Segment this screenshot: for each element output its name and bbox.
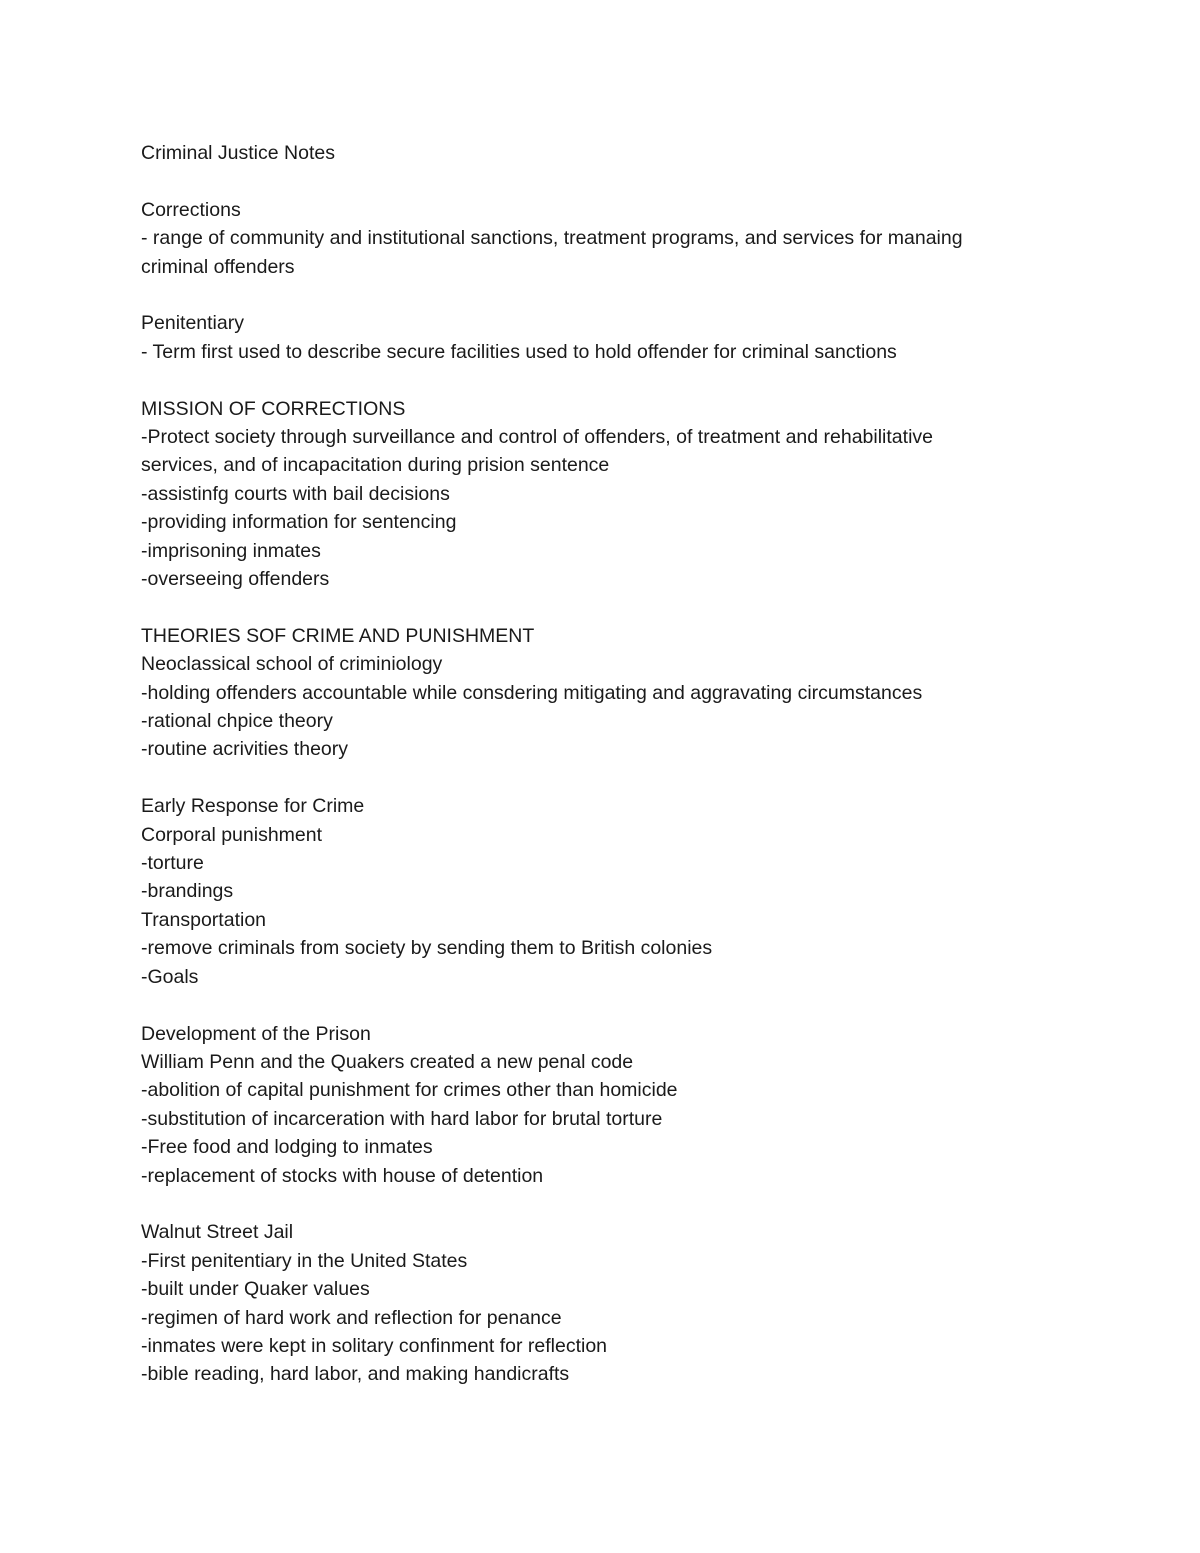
section-mission-of-corrections bbox=[141, 395, 1081, 594]
note-line: - Term first used to describe secure facilities used to hold offender for criminal sanctions bbox=[141, 340, 897, 363]
section-theories bbox=[141, 622, 1081, 764]
note-line: -bible reading, hard labor, and making handicrafts bbox=[141, 1363, 570, 1386]
section-heading: Early Response for Crime bbox=[141, 795, 365, 818]
note-line: -brandings bbox=[141, 880, 234, 903]
spacer bbox=[141, 764, 1081, 792]
section-penitentiary bbox=[141, 309, 1081, 366]
section-walnut-street-jail bbox=[141, 1218, 1081, 1388]
note-line: Corporal punishment bbox=[141, 823, 323, 846]
note-line: -First penitentiary in the United States bbox=[141, 1249, 468, 1272]
section-corrections bbox=[141, 196, 1081, 281]
note-line: -assistinfg courts with bail decisions bbox=[141, 482, 450, 505]
note-line: -replacement of stocks with house of detention bbox=[141, 1164, 544, 1187]
spacer bbox=[141, 1190, 1081, 1218]
note-line: -Free food and lodging to inmates bbox=[141, 1136, 433, 1159]
section-heading: Corrections bbox=[141, 198, 241, 221]
note-line: - range of community and institutional sanctions, treatment programs, and services for manaing bbox=[141, 227, 963, 250]
note-line: -overseeing offenders bbox=[141, 568, 330, 591]
note-line: -built under Quaker values bbox=[141, 1278, 370, 1301]
note-line: -regimen of hard work and reflection for penance bbox=[141, 1306, 562, 1329]
note-line: -routine acrivities theory bbox=[141, 738, 348, 761]
document-title: Criminal Justice Notes bbox=[141, 142, 335, 164]
note-line: -imprisoning inmates bbox=[141, 539, 321, 562]
note-line: services, and of incapacitation during prision sentence bbox=[141, 454, 610, 477]
note-line: -Goals bbox=[141, 965, 199, 988]
note-line: -Protect society through surveillance and control of offenders, of treatment and rehabilitative bbox=[141, 426, 933, 449]
section-heading: Walnut Street Jail bbox=[141, 1221, 294, 1244]
note-line: -torture bbox=[141, 852, 204, 875]
note-line: criminal offenders bbox=[141, 255, 295, 278]
section-heading: Development of the Prison bbox=[141, 1022, 371, 1045]
section-heading: MISSION OF CORRECTIONS bbox=[141, 397, 406, 420]
spacer bbox=[141, 991, 1081, 1019]
section-heading: THEORIES SOF CRIME AND PUNISHMENT bbox=[141, 624, 535, 647]
spacer bbox=[141, 366, 1081, 394]
section-heading: Penitentiary bbox=[141, 312, 244, 335]
spacer bbox=[141, 281, 1081, 309]
section-early-response bbox=[141, 792, 1081, 991]
note-line: -substitution of incarceration with hard labor for brutal torture bbox=[141, 1107, 663, 1130]
spacer bbox=[141, 167, 1081, 195]
note-line: Transportation bbox=[141, 908, 267, 931]
section-development-of-prison bbox=[141, 1020, 1081, 1190]
note-line: -providing information for sentencing bbox=[141, 511, 457, 534]
document-page bbox=[141, 139, 1081, 1389]
note-line: -inmates were kept in solitary confinment for reflection bbox=[141, 1334, 608, 1357]
note-line: -rational chpice theory bbox=[141, 710, 333, 733]
spacer bbox=[141, 593, 1081, 621]
note-line: -holding offenders accountable while consdering mitigating and aggravating circumstances bbox=[141, 681, 923, 704]
note-line: -abolition of capital punishment for crimes other than homicide bbox=[141, 1079, 678, 1102]
note-line: -remove criminals from society by sending them to British colonies bbox=[141, 937, 713, 960]
note-line: Neoclassical school of criminiology bbox=[141, 653, 443, 676]
note-line: William Penn and the Quakers created a new penal code bbox=[141, 1050, 634, 1073]
